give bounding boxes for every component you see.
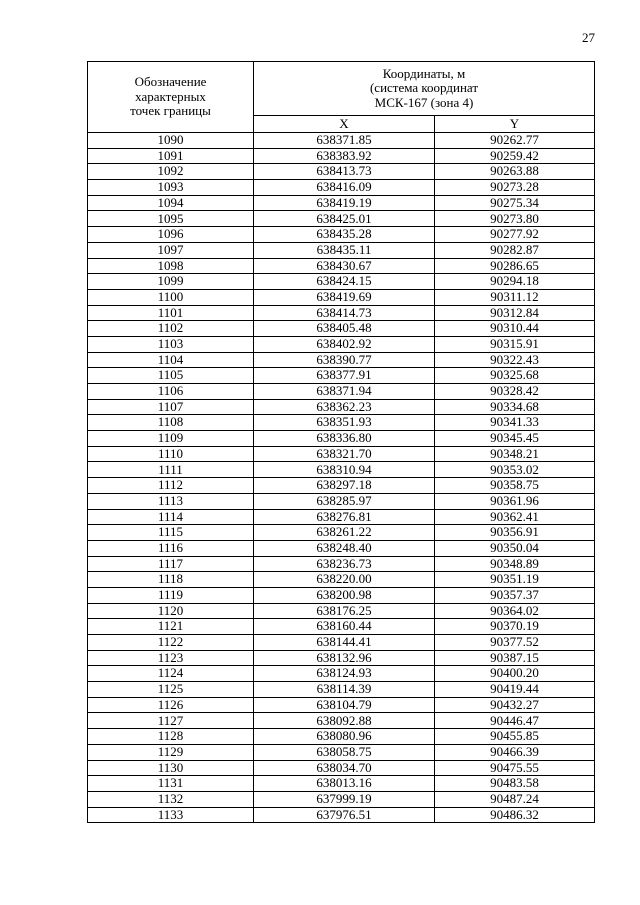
table-row: [88, 713, 595, 729]
table-row: [88, 791, 595, 807]
x-coordinate-cell: 638220.00: [254, 572, 435, 588]
y-coordinate-cell: 90310.44: [434, 321, 594, 337]
x-coordinate-cell: 637976.51: [254, 807, 435, 823]
y-coordinate-cell: 90315.91: [434, 336, 594, 352]
coords-header-line: МСК-167 (зона 4): [374, 94, 474, 110]
y-coordinate-cell: 90364.02: [434, 603, 594, 619]
point-number-cell: 1095: [88, 211, 254, 227]
x-coordinate-cell: 638310.94: [254, 462, 435, 478]
point-number-cell: 1108: [88, 415, 254, 431]
point-number-cell: 1092: [88, 164, 254, 180]
table-row: [88, 697, 595, 713]
table-row: [88, 525, 595, 541]
x-coordinate-cell: 638132.96: [254, 650, 435, 666]
table-row: [88, 744, 595, 760]
y-coordinate-cell: 90273.80: [434, 211, 594, 227]
x-coordinate-cell: 638248.40: [254, 540, 435, 556]
x-coordinate-cell: 638285.97: [254, 493, 435, 509]
x-coordinate-cell: 638390.77: [254, 352, 435, 368]
table-row: [88, 556, 595, 572]
point-number-cell: 1100: [88, 289, 254, 305]
y-coordinate-cell: 90487.24: [434, 791, 594, 807]
x-coordinate-cell: 638351.93: [254, 415, 435, 431]
y-coordinate-cell: 90341.33: [434, 415, 594, 431]
table-row: [88, 242, 595, 258]
y-coordinate-cell: 90277.92: [434, 227, 594, 243]
point-number-cell: 1113: [88, 493, 254, 509]
table-row: [88, 211, 595, 227]
table-row: [88, 227, 595, 243]
point-number-cell: 1121: [88, 619, 254, 635]
y-coordinate-cell: 90466.39: [434, 744, 594, 760]
x-coordinate-cell: 638058.75: [254, 744, 435, 760]
point-number-cell: 1097: [88, 242, 254, 258]
point-number-cell: 1129: [88, 744, 254, 760]
point-number-cell: 1115: [88, 525, 254, 541]
x-coordinate-cell: 638092.88: [254, 713, 435, 729]
point-number-cell: 1126: [88, 697, 254, 713]
y-coordinate-cell: 90311.12: [434, 289, 594, 305]
point-number-cell: 1111: [88, 462, 254, 478]
point-number-cell: 1116: [88, 540, 254, 556]
point-number-cell: 1128: [88, 729, 254, 745]
x-coordinate-cell: 638383.92: [254, 148, 435, 164]
point-number-cell: 1093: [88, 180, 254, 196]
table-row: [88, 619, 595, 635]
y-coordinate-cell: 90483.58: [434, 776, 594, 792]
point-number-cell: 1123: [88, 650, 254, 666]
x-coordinate-cell: 638425.01: [254, 211, 435, 227]
point-number-cell: 1102: [88, 321, 254, 337]
y-coordinate-cell: 90358.75: [434, 478, 594, 494]
point-number-cell: 1119: [88, 587, 254, 603]
y-coordinate-cell: 90262.77: [434, 133, 594, 149]
y-coordinate-cell: 90263.88: [434, 164, 594, 180]
y-coordinate-cell: 90361.96: [434, 493, 594, 509]
x-coordinate-cell: 638104.79: [254, 697, 435, 713]
x-coordinate-cell: 638424.15: [254, 274, 435, 290]
y-coordinate-cell: 90350.04: [434, 540, 594, 556]
y-coordinate-cell: 90275.34: [434, 195, 594, 211]
x-coordinate-cell: 638321.70: [254, 446, 435, 462]
table-row: [88, 133, 595, 149]
y-coordinate-cell: 90432.27: [434, 697, 594, 713]
y-coordinate-cell: 90348.21: [434, 446, 594, 462]
x-coordinate-cell: 638362.23: [254, 399, 435, 415]
point-number-cell: 1130: [88, 760, 254, 776]
y-coordinate-cell: 90387.15: [434, 650, 594, 666]
x-coordinate-cell: 638124.93: [254, 666, 435, 682]
x-coordinate-cell: 638371.85: [254, 133, 435, 149]
table-row: [88, 635, 595, 651]
point-number-cell: 1114: [88, 509, 254, 525]
point-header-line: Обозначение: [134, 74, 207, 90]
x-coordinate-cell: 637999.19: [254, 791, 435, 807]
x-column-header: X: [254, 115, 435, 132]
x-coordinate-cell: 638034.70: [254, 760, 435, 776]
x-coordinate-cell: 638419.69: [254, 289, 435, 305]
point-number-cell: 1124: [88, 666, 254, 682]
table-row: [88, 431, 595, 447]
point-number-cell: 1090: [88, 133, 254, 149]
table-row: [88, 650, 595, 666]
y-coordinate-cell: 90334.68: [434, 399, 594, 415]
y-coordinate-cell: 90351.19: [434, 572, 594, 588]
x-coordinate-cell: 638160.44: [254, 619, 435, 635]
y-coordinate-cell: 90345.45: [434, 431, 594, 447]
x-coordinate-cell: 638402.92: [254, 336, 435, 352]
x-coordinate-cell: 638114.39: [254, 682, 435, 698]
table-row: [88, 384, 595, 400]
y-coordinate-cell: 90348.89: [434, 556, 594, 572]
table-row: [88, 603, 595, 619]
table-row: [88, 760, 595, 776]
point-number-cell: 1094: [88, 195, 254, 211]
x-coordinate-cell: 638414.73: [254, 305, 435, 321]
x-coordinate-cell: 638297.18: [254, 478, 435, 494]
point-number-cell: 1101: [88, 305, 254, 321]
x-coordinate-cell: 638405.48: [254, 321, 435, 337]
table-row: [88, 164, 595, 180]
point-number-cell: 1125: [88, 682, 254, 698]
coordinates-header: [254, 62, 595, 116]
table-row: [88, 195, 595, 211]
table-row: [88, 446, 595, 462]
point-designation-header: [88, 62, 254, 133]
header-row: [88, 62, 595, 116]
table-row: [88, 682, 595, 698]
table-row: [88, 399, 595, 415]
y-column-header: Y: [434, 115, 594, 132]
x-coordinate-cell: 638413.73: [254, 164, 435, 180]
point-number-cell: 1133: [88, 807, 254, 823]
table-row: [88, 148, 595, 164]
table-row: [88, 509, 595, 525]
point-number-cell: 1118: [88, 572, 254, 588]
x-coordinate-cell: 638144.41: [254, 635, 435, 651]
table-row: [88, 587, 595, 603]
x-coordinate-cell: 638261.22: [254, 525, 435, 541]
point-header-line: характерных: [135, 88, 206, 104]
x-coordinate-cell: 638236.73: [254, 556, 435, 572]
x-coordinate-cell: 638435.11: [254, 242, 435, 258]
point-number-cell: 1091: [88, 148, 254, 164]
table-row: [88, 776, 595, 792]
x-coordinate-cell: 638336.80: [254, 431, 435, 447]
point-number-cell: 1106: [88, 384, 254, 400]
table-row: [88, 493, 595, 509]
table-row: [88, 289, 595, 305]
x-coordinate-cell: 638276.81: [254, 509, 435, 525]
y-coordinate-cell: 90455.85: [434, 729, 594, 745]
x-coordinate-cell: 638416.09: [254, 180, 435, 196]
table-row: [88, 666, 595, 682]
y-coordinate-cell: 90362.41: [434, 509, 594, 525]
x-coordinate-cell: 638377.91: [254, 368, 435, 384]
x-coordinate-cell: 638435.28: [254, 227, 435, 243]
point-number-cell: 1109: [88, 431, 254, 447]
coords-header-line: (система координат: [369, 80, 479, 96]
table-row: [88, 478, 595, 494]
table-row: [88, 368, 595, 384]
y-coordinate-cell: 90322.43: [434, 352, 594, 368]
table-row: [88, 305, 595, 321]
y-coordinate-cell: 90400.20: [434, 666, 594, 682]
point-number-cell: 1127: [88, 713, 254, 729]
table-row: [88, 352, 595, 368]
y-coordinate-cell: 90282.87: [434, 242, 594, 258]
y-coordinate-cell: 90377.52: [434, 635, 594, 651]
y-coordinate-cell: 90446.47: [434, 713, 594, 729]
table-row: [88, 321, 595, 337]
coordinates-table: [87, 61, 595, 823]
point-number-cell: 1096: [88, 227, 254, 243]
table-row: [88, 729, 595, 745]
coords-header-line: Координаты, м: [382, 65, 466, 81]
table-row: [88, 462, 595, 478]
point-number-cell: 1117: [88, 556, 254, 572]
table-row: [88, 180, 595, 196]
point-header-line: точек границы: [130, 103, 211, 119]
x-coordinate-cell: 638080.96: [254, 729, 435, 745]
x-coordinate-cell: 638013.16: [254, 776, 435, 792]
y-coordinate-cell: 90294.18: [434, 274, 594, 290]
x-coordinate-cell: 638200.98: [254, 587, 435, 603]
point-number-cell: 1098: [88, 258, 254, 274]
x-coordinate-cell: 638371.94: [254, 384, 435, 400]
table-row: [88, 274, 595, 290]
table-row: [88, 540, 595, 556]
point-number-cell: 1099: [88, 274, 254, 290]
point-number-cell: 1112: [88, 478, 254, 494]
y-coordinate-cell: 90286.65: [434, 258, 594, 274]
point-number-cell: 1110: [88, 446, 254, 462]
point-number-cell: 1107: [88, 399, 254, 415]
table-row: [88, 336, 595, 352]
y-coordinate-cell: 90259.42: [434, 148, 594, 164]
point-number-cell: 1103: [88, 336, 254, 352]
point-number-cell: 1132: [88, 791, 254, 807]
y-coordinate-cell: 90328.42: [434, 384, 594, 400]
y-coordinate-cell: 90486.32: [434, 807, 594, 823]
table-body: [88, 133, 595, 823]
table-row: [88, 572, 595, 588]
y-coordinate-cell: 90475.55: [434, 760, 594, 776]
y-coordinate-cell: 90370.19: [434, 619, 594, 635]
y-coordinate-cell: 90357.37: [434, 587, 594, 603]
x-coordinate-cell: 638430.67: [254, 258, 435, 274]
point-number-cell: 1131: [88, 776, 254, 792]
y-coordinate-cell: 90273.28: [434, 180, 594, 196]
y-coordinate-cell: 90356.91: [434, 525, 594, 541]
y-coordinate-cell: 90419.44: [434, 682, 594, 698]
table-header: [88, 62, 595, 133]
y-coordinate-cell: 90353.02: [434, 462, 594, 478]
point-number-cell: 1104: [88, 352, 254, 368]
x-coordinate-cell: 638176.25: [254, 603, 435, 619]
point-number-cell: 1105: [88, 368, 254, 384]
y-coordinate-cell: 90312.84: [434, 305, 594, 321]
table-row: [88, 415, 595, 431]
table-row: [88, 258, 595, 274]
point-number-cell: 1122: [88, 635, 254, 651]
x-coordinate-cell: 638419.19: [254, 195, 435, 211]
table-row: [88, 807, 595, 823]
page-number: 27: [582, 30, 595, 45]
y-coordinate-cell: 90325.68: [434, 368, 594, 384]
point-number-cell: 1120: [88, 603, 254, 619]
